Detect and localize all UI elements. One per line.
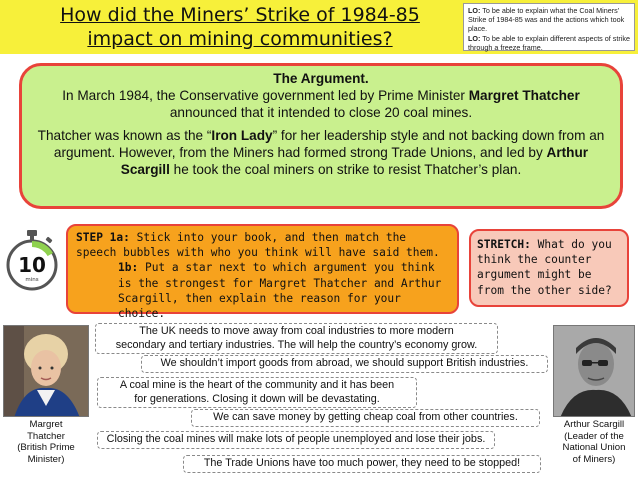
speech-bubble-trade-unions[interactable]: The Trade Unions have too much power, they need to be stopped! [183, 455, 541, 473]
stretch-text: What do you think the counter argument might be from the other side? [477, 238, 612, 297]
thatcher-name: Margret Thatcher [468, 88, 580, 103]
speech-bubble-unemployment[interactable]: Closing the coal mines will make lots of people unemployed and lose their jobs. [97, 431, 495, 449]
argument-box [19, 63, 623, 209]
speech-bubble-community[interactable]: A coal mine is the heart of the community and it has been for generations. Closing it down will be devastating. [97, 377, 417, 408]
step-1b: 1b: Put a star next to which argument you think is the strongest for Margret Thatcher and Arthur Scargill, then explain the reason for your choice. [118, 261, 442, 321]
scargill-portrait [553, 325, 635, 417]
stopwatch-graphic [6, 229, 58, 291]
thatcher-caption: Margret Thatcher (British Prime Minister) [17, 419, 75, 465]
iron-lady-nickname: Iron Lady [211, 128, 273, 143]
header-bar [0, 0, 638, 54]
timer-unit: mins [25, 277, 39, 283]
title-line-2: impact on mining communities? [87, 28, 393, 50]
thatcher-portrait-drawing [4, 326, 89, 417]
speech-bubble-economy[interactable]: The UK needs to move away from coal industries to more modern secondary and tertiary industries. The will help the country’s economy grow. [95, 323, 498, 354]
title-line-1: How did the Miners’ Strike of 1984-85 [60, 4, 420, 26]
scargill-caption: Arthur Scargill (Leader of the National Union of Miners) [562, 419, 626, 465]
step-instructions-box [66, 224, 459, 321]
timer-number: 10 [18, 253, 46, 277]
stretch-box [469, 229, 629, 307]
learning-objective-2: LO: To be able to explain different aspects of strike through a freeze frame. [468, 33, 630, 52]
page-title [30, 3, 450, 51]
learning-objective-1: LO: To be able to explain what the Coal Miners’ Strike of 1984-85 was and the actions which took place. [468, 6, 625, 34]
learning-objectives-box [463, 3, 635, 51]
scargill-name: Arthur Scargill [120, 145, 589, 177]
stopwatch-icon [6, 229, 58, 291]
argument-heading: The Argument. [273, 71, 369, 86]
argument-paragraph-1: In March 1984, the Conservative government led by Prime Minister Margret Thatcher announced that it intended to close 20 coal mines. [62, 88, 580, 120]
argument-paragraph-2: Thatcher was known as the “Iron Lady” for her leadership style and not backing down from an argument. However, from the Miners had formed strong Trade Unions, and led by Arthur Scargill he took the coal miners on strike to resist Thatcher’s plan. [37, 128, 605, 177]
step-1a: STEP 1a: Stick into your book, and then match the speech bubbles with who you think will have said them. [76, 231, 440, 260]
scargill-portrait-drawing [554, 326, 635, 417]
speech-bubble-imports[interactable]: We shouldn’t import goods from abroad, we should support British industries. [141, 355, 548, 373]
speech-bubble-cheap-coal[interactable]: We can save money by getting cheap coal from other countries. [191, 409, 540, 427]
thatcher-portrait [3, 325, 89, 417]
stretch-label: STRETCH: [477, 238, 531, 251]
